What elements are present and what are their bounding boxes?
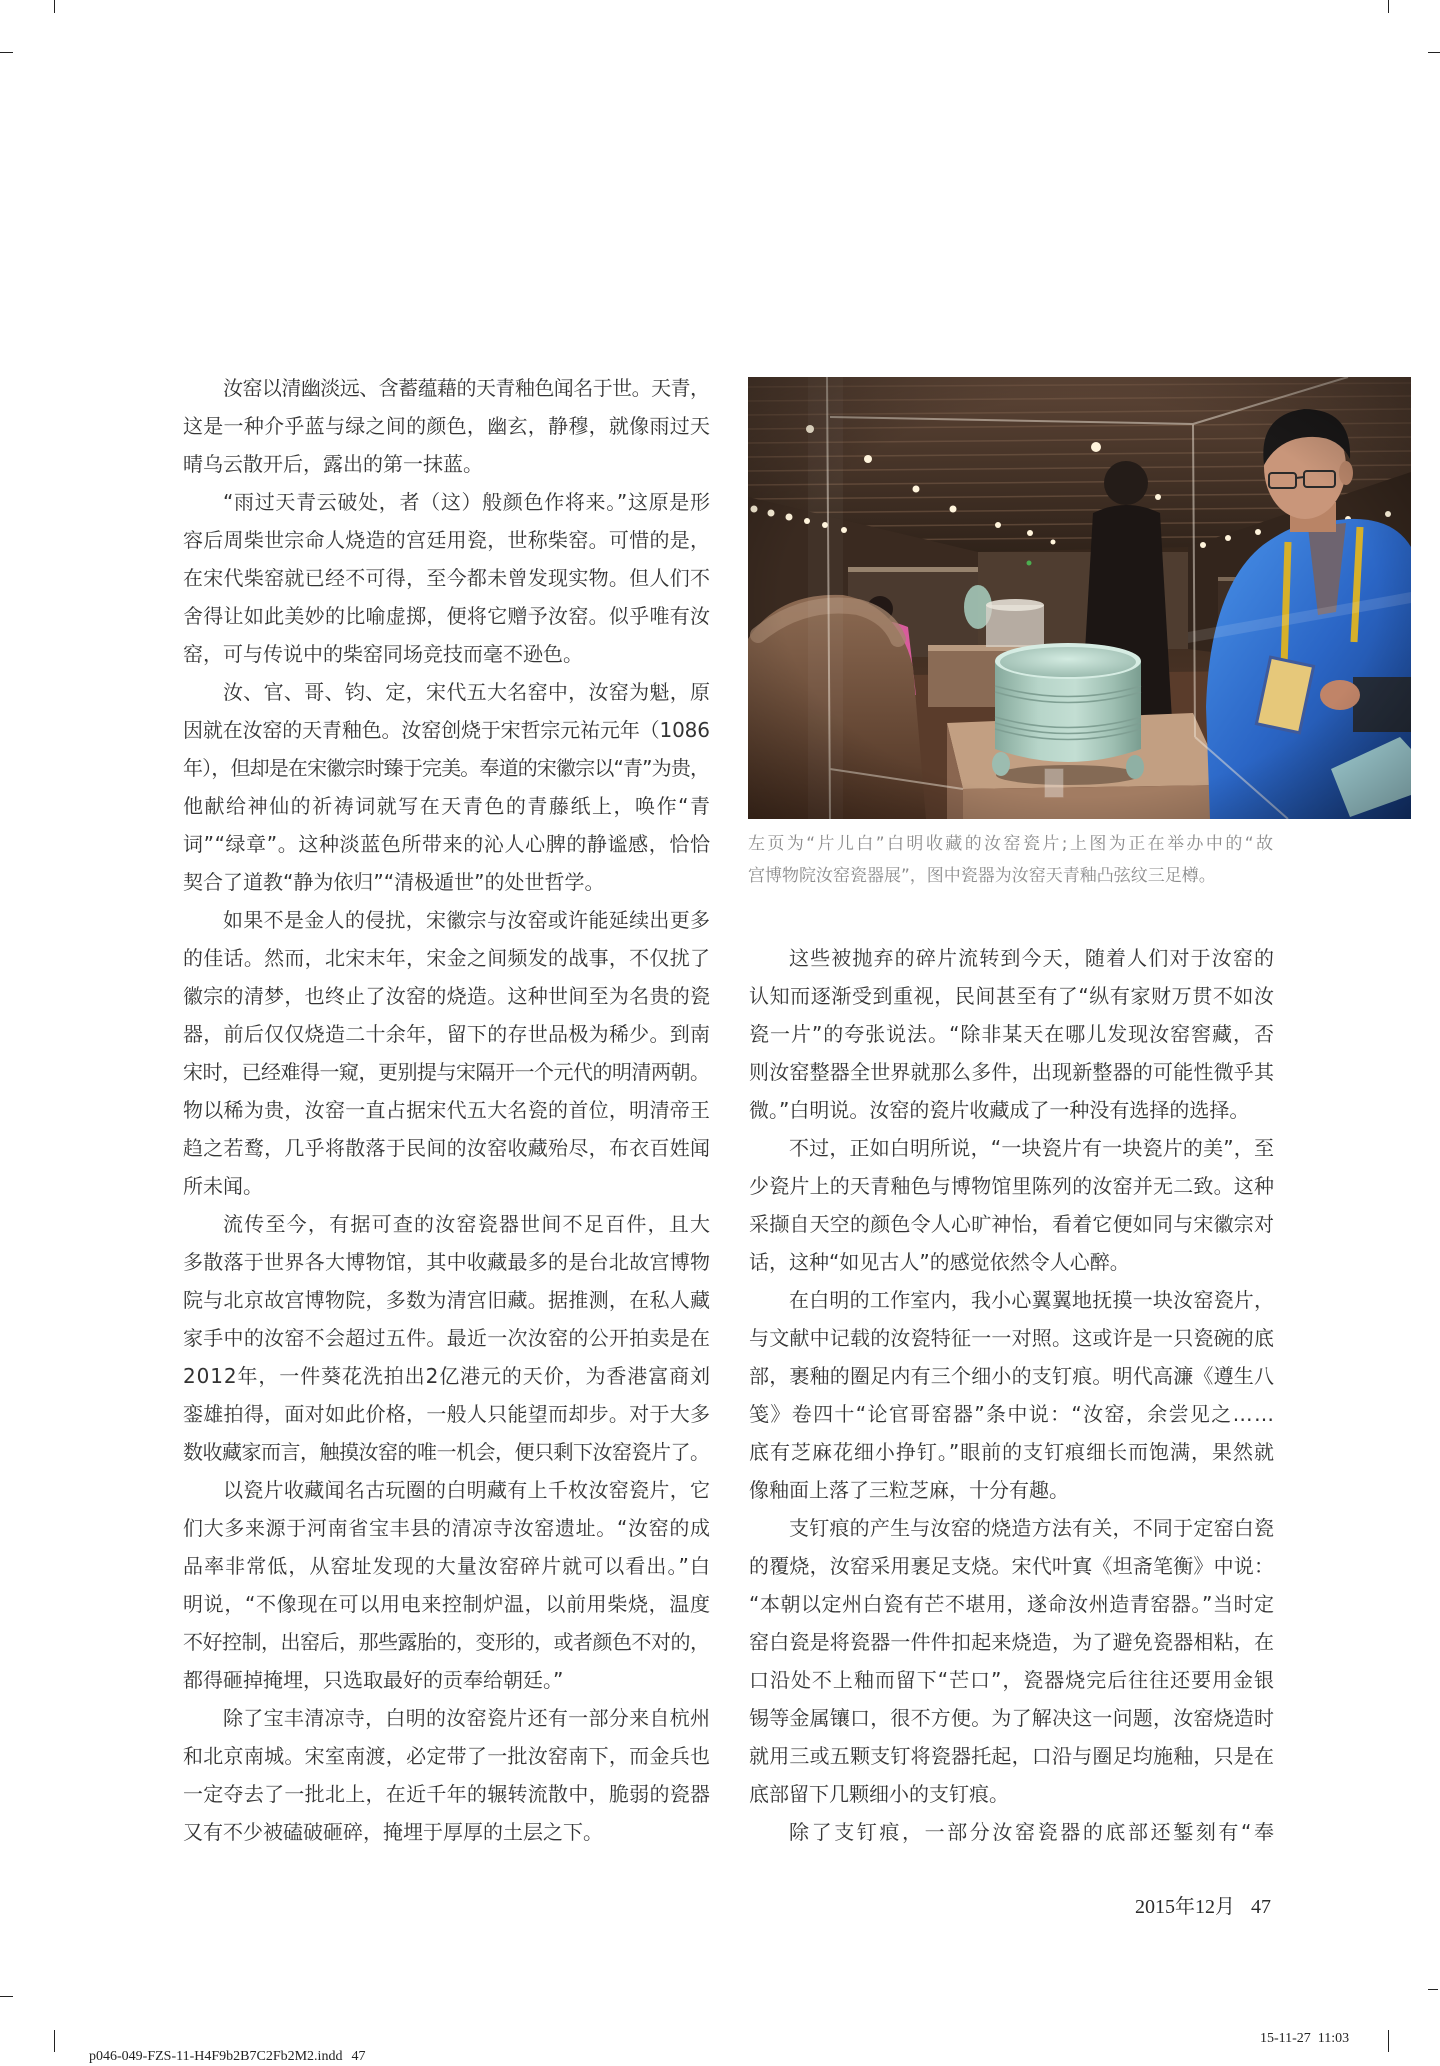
- text-line: “雨过天青云破处，者（这）般颜色作将来。”这原是形: [223, 490, 711, 514]
- text-line: 瓷一片”的夸张说法。“除非某天在哪儿发现汝窑窖藏，否: [749, 1022, 1275, 1046]
- text-line: 和北京南城。宋室南渡，必定带了一批汝窑南下，而金兵也: [183, 1744, 711, 1768]
- text-line: “本朝以定州白瓷有芒不堪用，遂命汝州造青窑器。”当时定: [749, 1592, 1275, 1616]
- text-line: 他献给神仙的祈祷词就写在天青色的青藤纸上，唤作“青: [183, 794, 712, 818]
- text-line: 底部留下几颗细小的支钉痕。: [749, 1782, 1009, 1806]
- text-line: 因就在汝窑的天青釉色。汝窑创烧于宋哲宗元祐元年（1086: [183, 718, 710, 742]
- text-line: 像釉面上落了三粒芝麻，十分有趣。: [749, 1478, 1069, 1502]
- paragraph: [749, 939, 1274, 1129]
- paragraph: [183, 483, 710, 673]
- print-slug-timestamp: 15-11-27 11:03: [1260, 2031, 1350, 2046]
- text-line: 笺》卷四十“论官哥窑器”条中说：“汝窑，余尝见之……: [749, 1402, 1276, 1426]
- text-line: 容后周柴世宗命人烧造的宫廷用瓷，世称柴窑。可惜的是，: [183, 528, 711, 552]
- paragraph: [749, 1129, 1274, 1281]
- issue-date: 2015年12月: [1135, 1896, 1235, 1918]
- text-line: 口沿处不上釉而留下“芒口”，瓷器烧完后往往还要用金银: [749, 1668, 1275, 1692]
- text-line: 数收藏家而言，触摸汝窑的唯一机会，便只剩下汝窑瓷片了。: [183, 1440, 710, 1464]
- text-line: 舍得让如此美妙的比喻虚掷，便将它赠予汝窑。似乎唯有汝: [183, 604, 711, 628]
- crop-mark-top-left-vertical: [54, 0, 55, 13]
- crop-mark-bottom-right-horizontal: [1428, 1989, 1438, 1990]
- text-line: 年），但却是在宋徽宗时臻于完美。奉道的宋徽宗以“青”为贵，: [183, 756, 710, 780]
- crop-mark-bottom-left-vertical: [54, 2030, 55, 2052]
- paragraph: [749, 1813, 1277, 1851]
- photo-caption: [748, 828, 1276, 892]
- text-line: 支钉痕的产生与汝窑的烧造方法有关，不同于定窑白瓷: [789, 1516, 1275, 1540]
- text-line: 的覆烧，汝窑采用裹足支烧。宋代叶寘《坦斋笔衡》中说：: [749, 1554, 1275, 1578]
- text-line: 词”“绿章”。这种淡蓝色所带来的沁人心脾的静谧感，恰恰: [183, 832, 711, 856]
- text-line: 契合了道教“静为依归”“清极遁世”的处世哲学。: [183, 870, 605, 894]
- text-line: 微。”白明说。汝窑的瓷片收藏成了一种没有选择的选择。: [749, 1098, 1250, 1122]
- page-folio: [1135, 1894, 1271, 1920]
- text-line: 物以稀为贵，汝窑一直占据宋代五大名瓷的首位，明清帝王: [183, 1098, 711, 1122]
- text-line: 又有不少被磕破砸碎，掩埋于厚厚的土层之下。: [183, 1820, 603, 1844]
- left-text-column: [183, 369, 710, 1851]
- page-number: 47: [1251, 1896, 1271, 1918]
- crop-mark-top-right-horizontal: [1428, 52, 1440, 53]
- slug-file-page: 47: [351, 2049, 366, 2064]
- text-line: 在白明的工作室内，我小心翼翼地抚摸一块汝窑瓷片，: [789, 1288, 1275, 1312]
- paragraph: [183, 1471, 710, 1699]
- text-line: 品率非常低，从窑址发现的大量汝窑碎片就可以看出。”白: [183, 1554, 712, 1578]
- text-line: 锡等金属镶口，很不方便。为了解决这一问题，汝窑烧造时: [749, 1706, 1275, 1730]
- text-line: 这些被抛弃的碎片流转到今天，随着人们对于汝窑的: [789, 946, 1276, 970]
- paragraph: [183, 901, 710, 1205]
- text-line: 则汝窑整器全世界就那么多件，出现新整器的可能性微乎其: [749, 1060, 1275, 1084]
- text-line: 的佳话。然而，北宋末年，宋金之间频发的战事，不仅扰了: [183, 946, 711, 970]
- text-line: 一定夺去了一批北上，在近千年的辗转流散中，脆弱的瓷器: [183, 1782, 711, 1806]
- text-line: 窑白瓷是将瓷器一件件扣起来烧造，为了避免瓷器相粘，在: [749, 1630, 1275, 1654]
- text-line: 以瓷片收藏闻名古玩圈的白明藏有上千枚汝窑瓷片，它: [223, 1478, 711, 1502]
- text-line: 就用三或五颗支钉将瓷器托起，口沿与圈足均施釉，只是在: [749, 1744, 1275, 1768]
- crop-mark-bottom-right-vertical: [1388, 2030, 1389, 2052]
- text-line: 不好控制，出窑后，那些露胎的，变形的，或者颜色不对的，: [183, 1630, 710, 1654]
- text-line: 窑，可与传说中的柴窑同场竞技而毫不逊色。: [183, 642, 583, 666]
- text-line: 明说，“不像现在可以用电来控制炉温，以前用柴烧，温度: [183, 1592, 711, 1616]
- paragraph: [749, 1509, 1274, 1813]
- caption-line: 宫博物院汝窑瓷器展”，图中瓷器为汝窑天青釉凸弦纹三足樽。: [748, 866, 1216, 886]
- text-line: 少瓷片上的天青釉色与博物馆里陈列的汝窑并无二致。这种: [749, 1174, 1275, 1198]
- text-line: 2012年，一件葵花洗拍出2亿港元的天价，为香港富商刘: [183, 1364, 711, 1388]
- paragraph: [183, 1699, 710, 1851]
- paragraph: [183, 1205, 710, 1471]
- text-line: 如果不是金人的侵扰，宋徽宗与汝窑或许能延续出更多: [223, 908, 711, 932]
- text-line: 汝窑以清幽淡远、含蓄蕴藉的天青釉色闻名于世。天青，: [223, 376, 710, 400]
- text-line: 宋时，已经难得一窥，更别提与宋隔开一个元代的明清两朝。: [183, 1060, 710, 1084]
- paragraph: [749, 1281, 1274, 1509]
- right-text-column: [749, 939, 1277, 1851]
- text-line: 与文献中记载的汝瓷特征一一对照。这或许是一只瓷碗的底: [749, 1326, 1275, 1350]
- print-slug-filename: [82, 2030, 366, 2064]
- crop-mark-bottom-left-horizontal: [0, 1996, 13, 1997]
- text-line: 们大多来源于河南省宝丰县的清凉寺汝窑遗址。“汝窑的成: [183, 1516, 711, 1540]
- exhibition-photo-illustration: [748, 377, 1411, 819]
- text-line: 徽宗的清梦，也终止了汝窑的烧造。这种世间至为名贵的瓷: [183, 984, 711, 1008]
- text-line: 家手中的汝窑不会超过五件。最近一次汝窑的公开拍卖是在: [183, 1326, 711, 1350]
- text-line: 认知而逐渐受到重视，民间甚至有了“纵有家财万贯不如汝: [749, 984, 1275, 1008]
- text-line: 多散落于世界各大博物馆，其中收藏最多的是台北故宫博物: [183, 1250, 711, 1274]
- caption-line: 左页为“片儿白”白明收藏的汝窑瓷片;上图为正在举办中的“故: [748, 834, 1276, 854]
- text-line: 都得砸掉掩埋，只选取最好的贡奉给朝廷。”: [183, 1668, 564, 1692]
- crop-mark-top-left-horizontal: [0, 52, 13, 53]
- text-line: 流传至今，有据可查的汝窑瓷器世间不足百件，且大: [223, 1212, 712, 1236]
- text-line: 部，裹釉的圈足内有三个细小的支钉痕。明代高濂《遵生八: [749, 1364, 1275, 1388]
- crop-mark-top-right-vertical: [1388, 0, 1389, 13]
- text-line: 汝、官、哥、钧、定，宋代五大名窑中，汝窑为魁，原: [223, 680, 711, 704]
- text-line: 除了宝丰清凉寺，白明的汝窑瓷片还有一部分来自杭州: [223, 1706, 711, 1730]
- text-line: 院与北京故宫博物院，多数为清宫旧藏。据推测，在私人藏: [183, 1288, 711, 1312]
- text-line: 底有芝麻花细小挣钉。”眼前的支钉痕细长而饱满，果然就: [749, 1440, 1275, 1464]
- text-line: 除了支钉痕，一部分汝窑瓷器的底部还錾刻有“奉: [789, 1820, 1277, 1844]
- text-line: 晴乌云散开后，露出的第一抹蓝。: [183, 452, 483, 476]
- exhibition-photo: [748, 377, 1411, 819]
- slug-file-name: p046-049-FZS-11-H4F9b2B7C2Fb2M2.indd: [89, 2049, 343, 2064]
- text-line: 在宋代柴窑就已经不可得，至今都未曾发现实物。但人们不: [183, 566, 711, 590]
- text-line: 采撷自天空的颜色令人心旷神怡，看着它便如同与宋徽宗对: [749, 1212, 1275, 1236]
- text-line: 话，这种“如见古人”的感觉依然令人心醉。: [749, 1250, 1130, 1274]
- text-line: 不过，正如白明所说，“一块瓷片有一块瓷片的美”，至: [789, 1136, 1275, 1160]
- text-line: 这是一种介乎蓝与绿之间的颜色，幽玄，静穆，就像雨过天: [183, 414, 711, 438]
- paragraph: [183, 369, 710, 483]
- paragraph: [183, 673, 710, 901]
- text-line: 銮雄拍得，面对如此价格，一般人只能望而却步。对于大多: [183, 1402, 711, 1426]
- text-line: 器，前后仅仅烧造二十余年，留下的存世品极为稀少。到南: [183, 1022, 711, 1046]
- text-line: 所未闻。: [183, 1174, 263, 1198]
- text-line: 趋之若鹜，几乎将散落于民间的汝窑收藏殆尽，布衣百姓闻: [183, 1136, 711, 1160]
